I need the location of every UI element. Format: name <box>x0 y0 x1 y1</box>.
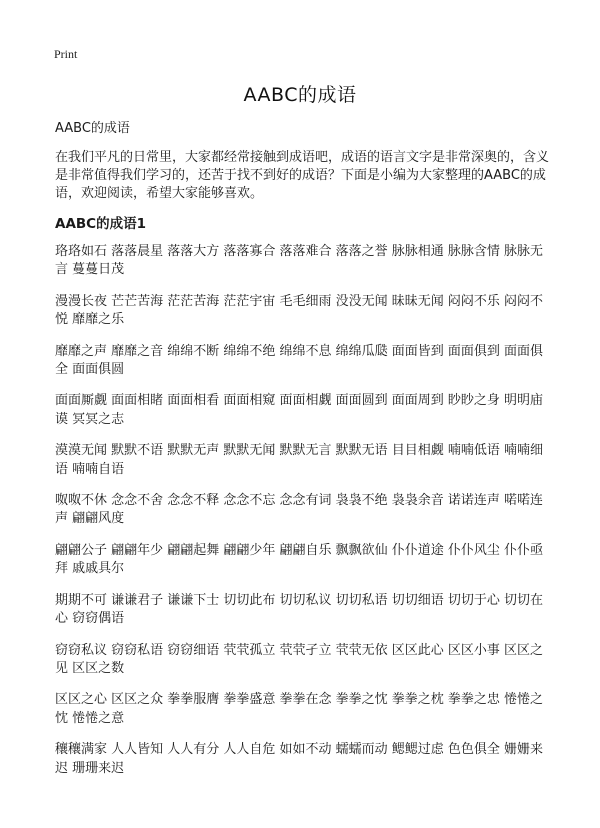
document-title: AABC的成语 <box>243 84 357 106</box>
idiom-paragraph: 窃窃私议 窃窃私语 窃窃细语 茕茕孤立 茕茕孑立 茕茕无依 区区此心 区区小事 区区之见 区区之数 <box>55 642 544 676</box>
print-link[interactable]: Print <box>54 47 78 61</box>
idiom-paragraph: 靡靡之声 靡靡之音 绵绵不断 绵绵不绝 绵绵不息 绵绵瓜瓞 面面皆到 面面俱到 面面俱全 面面俱圆 <box>55 343 544 378</box>
section-heading: AABC的成语1 <box>55 216 146 232</box>
idiom-paragraph: 珞珞如石 落落晨星 落落大方 落落寡合 落落难合 落落之誉 脉脉相通 脉脉含情 脉脉无言 蔓蔓日茂 <box>55 244 544 278</box>
idiom-paragraph: 期期不可 谦谦君子 谦谦下士 切切此布 切切私议 切切私语 切切细语 切切于心 切切在心 窃窃偶语 <box>55 592 544 627</box>
document-body <box>55 120 551 791</box>
idiom-paragraph: 漠漠无闻 默默不语 默默无声 默默无闻 默默无言 默默无语 目目相觑 喃喃低语 喃喃细语 喃喃自语 <box>55 443 544 477</box>
document-subtitle: AABC的成语 <box>55 121 130 136</box>
intro-paragraph: 在我们平凡的日常里，大家都经常接触到成语吧，成语的语言文字是非常深奥的，含义是非常值得我们学习的，还苦于找不到好的成语？下面是小编为大家整理的AABC的成语，欢迎阅读，希望大家能够喜欢。 <box>55 150 550 201</box>
idiom-paragraph: 呶呶不休 念念不舍 念念不释 念念不忘 念念有词 袅袅不绝 袅袅余音 诺诺连声 喏喏连声 翩翩风度 <box>55 493 544 527</box>
idiom-paragraph: 穰穰满家 人人皆知 人人有分 人人自危 如如不动 蠕蠕而动 鳃鳃过虑 色色俱全 姗姗来迟 珊珊来迟 <box>55 742 544 776</box>
idiom-paragraph: 区区之心 区区之众 拳拳服膺 拳拳盛意 拳拳在念 拳拳之忱 拳拳之枕 拳拳之忠 惓惓之忱 惓惓之意 <box>55 692 544 726</box>
idiom-paragraph: 翩翩公子 翩翩年少 翩翩起舞 翩翩少年 翩翩自乐 飘飘欲仙 仆仆道途 仆仆风尘 仆仆亟拜 戚戚具尔 <box>55 542 544 577</box>
idiom-paragraph: 面面厮觑 面面相睹 面面相看 面面相窥 面面相觑 面面圆到 面面周到 眇眇之身 明明庙谟 冥冥之志 <box>55 393 544 427</box>
idiom-paragraph: 漫漫长夜 芒芒苦海 茫茫苦海 茫茫宇宙 毛毛细雨 没没无闻 昧昧无闻 闷闷不乐 闷闷不悦 靡靡之乐 <box>55 293 544 328</box>
